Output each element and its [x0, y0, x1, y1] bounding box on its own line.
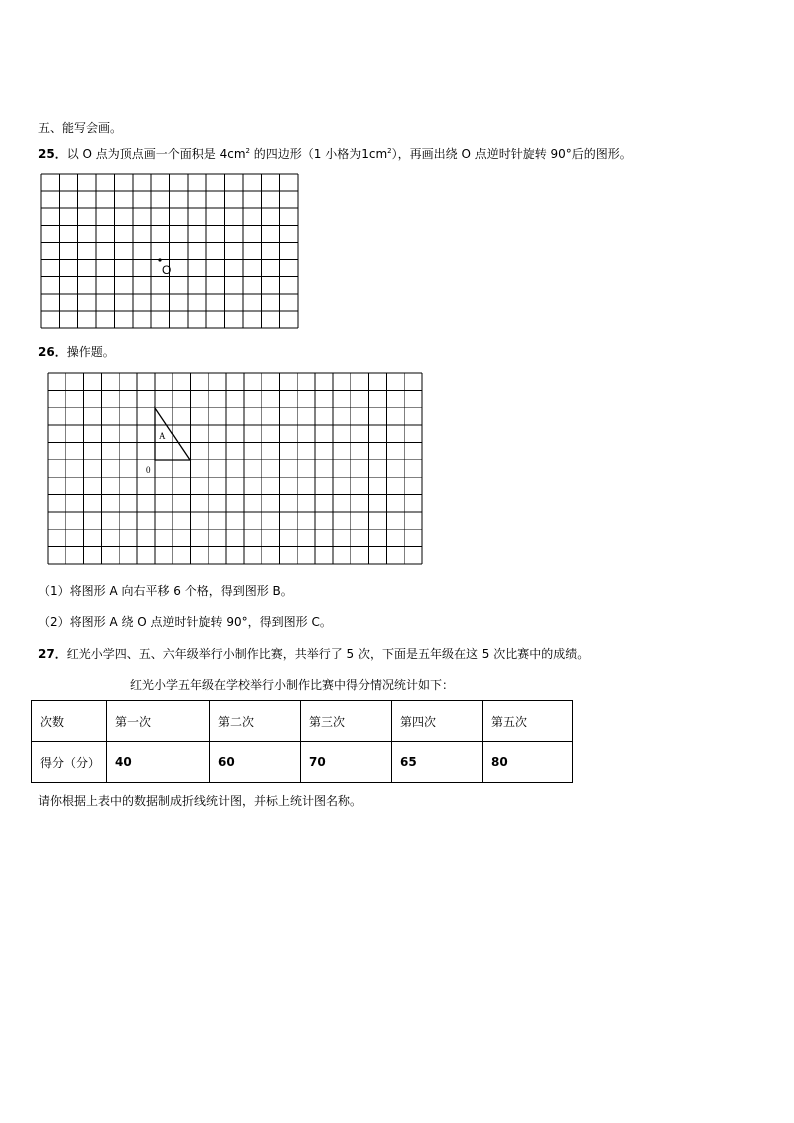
score-table [31, 700, 573, 783]
origin-o-label: 0 [146, 465, 151, 475]
question-25-grid [41, 174, 299, 329]
question-27-number: 27． [38, 647, 67, 661]
question-26-sub2: （2）将图形 A 绕 O 点逆时针旋转 90°，得到图形 C。 [38, 615, 332, 629]
table-caption: 红光小学五年级在学校举行小制作比赛中得分情况统计如下： [130, 678, 455, 692]
score-cell: 70 [301, 742, 392, 783]
question-26-number: 26． [38, 345, 67, 359]
section-title: 五、能写会画。 [38, 121, 123, 135]
question-25-number: 25． [38, 147, 67, 161]
question-25-text-a: 以 O 点为顶点画一个面积是 4cm [66, 147, 246, 161]
score-cell: 40 [107, 742, 210, 783]
score-cell: 80 [483, 742, 573, 783]
question-27-text: 红光小学四、五、六年级举行小制作比赛，共举行了 5 次，下面是五年级在这 5 次比赛中的成绩。 [66, 647, 590, 661]
question-25-prompt [38, 146, 632, 162]
question-27-prompt [38, 646, 589, 662]
header-cell: 第二次 [210, 701, 301, 742]
header-cell: 第一次 [107, 701, 210, 742]
shape-a-label: A [159, 431, 166, 441]
score-cell: 65 [392, 742, 483, 783]
point-o-dot [158, 258, 161, 261]
score-cell: 60 [210, 742, 301, 783]
question-27-instruction: 请你根据上表中的数据制成折线统计图，并标上统计图名称。 [38, 794, 363, 808]
table-row [32, 701, 573, 742]
table-row [32, 742, 573, 783]
question-25-sup-a: 2 [245, 147, 250, 155]
question-26-grid [48, 373, 423, 565]
question-25-text-b: 的四边形（1 小格为1cm [249, 147, 388, 161]
point-o-label: O [162, 263, 172, 277]
header-cell: 第三次 [301, 701, 392, 742]
question-25-sup-b: 2 [387, 147, 392, 155]
header-cell: 第五次 [483, 701, 573, 742]
question-26-title: 操作题。 [66, 345, 115, 359]
question-25-text-c: ），再画出绕 O 点逆时针旋转 90°后的图形。 [391, 147, 632, 161]
question-26-prompt [38, 344, 115, 360]
row-label-cell: 得分（分） [32, 742, 107, 783]
question-26-sub1: （1）将图形 A 向右平移 6 个格，得到图形 B。 [38, 584, 293, 598]
header-cell: 第四次 [392, 701, 483, 742]
header-cell: 次数 [32, 701, 107, 742]
